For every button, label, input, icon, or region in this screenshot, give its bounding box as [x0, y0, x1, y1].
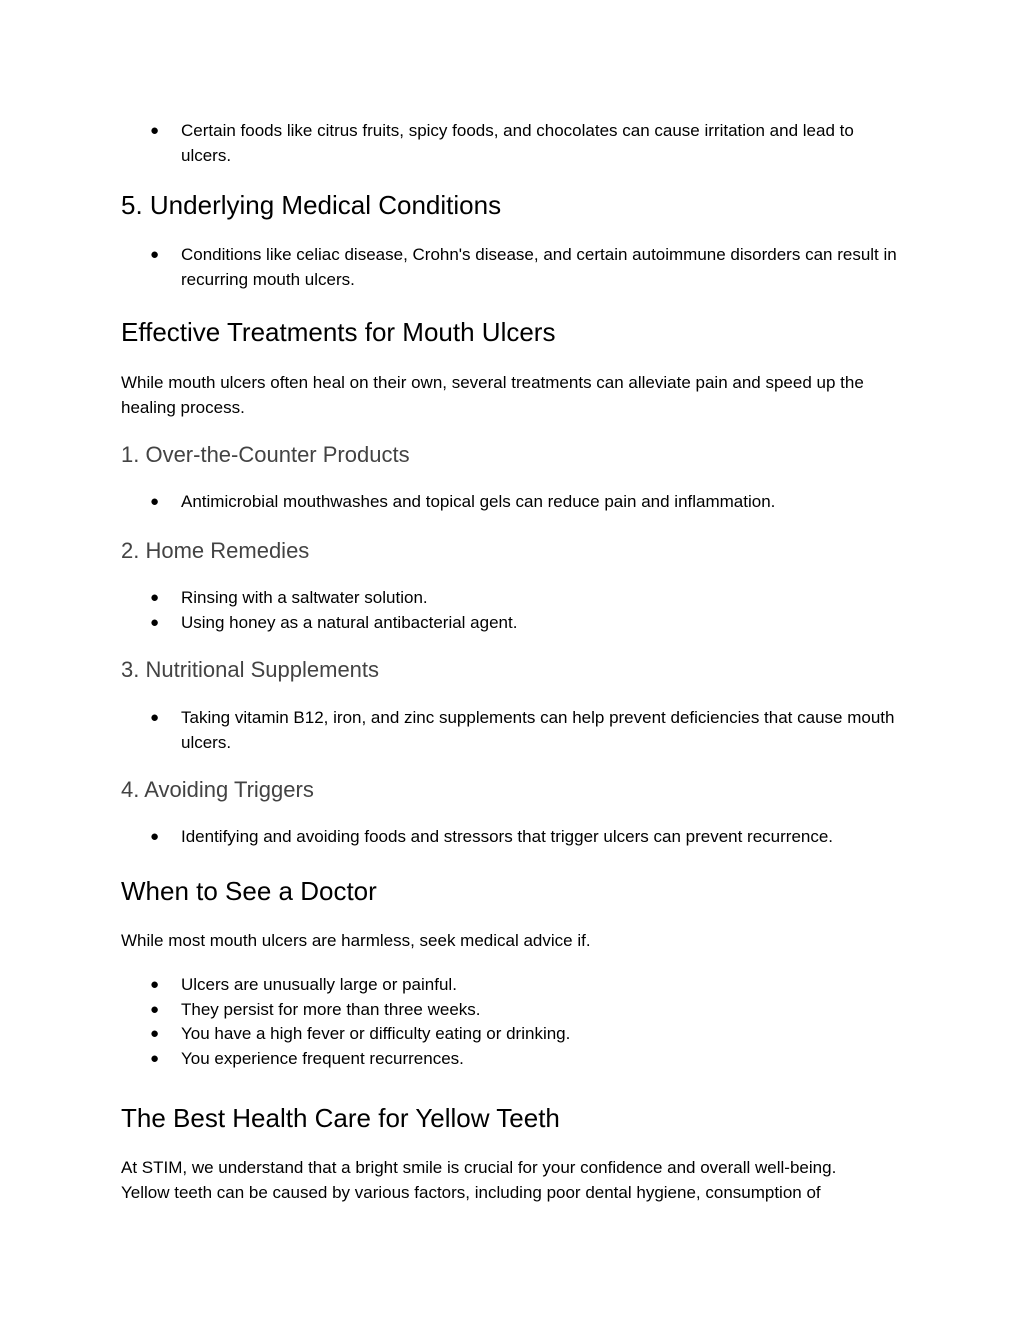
bullet-icon: ● [150, 493, 160, 510]
see-doctor-list [121, 973, 906, 1071]
list-item: ● Certain foods like citrus fruits, spicy foods, and chocolates can cause irritation and lead to ulcers. [150, 121, 854, 165]
yellow-teeth-paragraph [121, 1156, 906, 1205]
otc-products-list [121, 490, 906, 515]
home-remedies-list [121, 586, 906, 635]
bullet-icon: ● [150, 246, 160, 263]
avoiding-triggers-list [121, 825, 906, 850]
list-item: ● You experience frequent recurrences. [121, 1047, 906, 1072]
see-doctor-intro: While most mouth ulcers are harmless, seek medical advice if. [121, 931, 591, 950]
bullet-icon: ● [150, 122, 160, 139]
yellow-teeth-line-1: At STIM, we understand that a bright smile is crucial for your confidence and overall well-being. [121, 1158, 837, 1177]
subheading-otc-products: 1. Over-the-Counter Products [121, 442, 410, 467]
bullet-icon: ● [150, 976, 160, 993]
list-item: ● Using honey as a natural antibacterial agent. [121, 611, 906, 636]
section-heading-see-doctor: When to See a Doctor [121, 876, 377, 906]
nutritional-supplements-list [121, 706, 906, 755]
list-item: ● Identifying and avoiding foods and stressors that trigger ulcers can prevent recurrence. [121, 825, 906, 850]
list-item: ● Conditions like celiac disease, Crohn's disease, and certain autoimmune disorders can result in recurring mouth ulcers. [150, 245, 897, 289]
subheading-nutritional-supplements: 3. Nutritional Supplements [121, 657, 380, 682]
list-item: ● You have a high fever or difficulty eating or drinking. [121, 1022, 906, 1047]
section-heading-treatments: Effective Treatments for Mouth Ulcers [121, 317, 556, 347]
subheading-avoiding-triggers: 4. Avoiding Triggers [121, 777, 314, 802]
underlying-conditions-list [121, 243, 906, 292]
bullet-icon: ● [150, 1025, 160, 1042]
treatments-intro: While mouth ulcers often heal on their own, several treatments can alleviate pain and speed up the healing process. [121, 373, 864, 417]
bullet-icon: ● [150, 1000, 160, 1018]
section-heading-underlying-conditions: 5. Underlying Medical Conditions [121, 190, 502, 220]
list-item: ● Antimicrobial mouthwashes and topical gels can reduce pain and inflammation. [121, 490, 906, 515]
bullet-icon: ● [150, 589, 160, 606]
subheading-home-remedies: 2. Home Remedies [121, 538, 310, 563]
list-item: ● Rinsing with a saltwater solution. [121, 586, 906, 611]
bullet-icon: ● [150, 1049, 160, 1067]
list-item: ● Ulcers are unusually large or painful. [121, 973, 906, 998]
bullet-icon: ● [150, 828, 160, 845]
list-item: ● Taking vitamin B12, iron, and zinc supplements can help prevent deficiencies that cause mouth ulcers. [150, 708, 895, 752]
section-heading-yellow-teeth: The Best Health Care for Yellow Teeth [121, 1103, 560, 1133]
bullet-icon: ● [150, 613, 160, 631]
yellow-teeth-line-2: Yellow teeth can be caused by various factors, including poor dental hygiene, consumption of [121, 1182, 821, 1202]
list-item: ● They persist for more than three weeks. [121, 998, 906, 1023]
bullet-icon: ● [150, 709, 160, 726]
food-triggers-list [121, 119, 906, 168]
